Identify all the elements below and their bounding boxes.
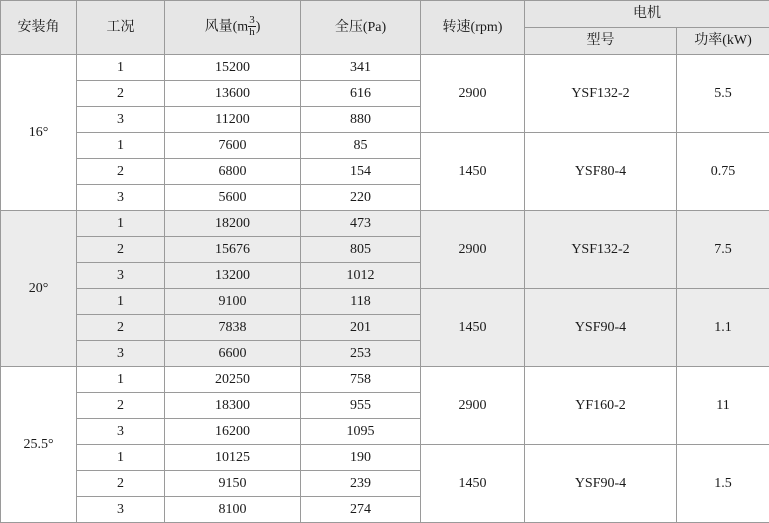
cell-flow: 13200 xyxy=(165,263,301,289)
cell-pressure: 253 xyxy=(301,341,421,367)
cell-pressure: 880 xyxy=(301,107,421,133)
cell-flow: 18300 xyxy=(165,393,301,419)
cell-pressure: 118 xyxy=(301,289,421,315)
cell-condition: 2 xyxy=(77,471,165,497)
cell-motor-power: 0.75 xyxy=(677,133,769,211)
column-header-condition: 工况 xyxy=(77,1,165,55)
flow-unit-numerator: 3 xyxy=(248,15,256,27)
cell-pressure: 190 xyxy=(301,445,421,471)
cell-install-angle: 16° xyxy=(1,55,77,211)
cell-speed: 1450 xyxy=(421,445,525,523)
cell-pressure: 616 xyxy=(301,81,421,107)
column-header-motor-model: 型号 xyxy=(525,28,677,55)
column-header-install-angle: 安装角 xyxy=(1,1,77,55)
cell-flow: 9150 xyxy=(165,471,301,497)
cell-pressure: 239 xyxy=(301,471,421,497)
cell-pressure: 758 xyxy=(301,367,421,393)
cell-condition: 2 xyxy=(77,159,165,185)
cell-condition: 2 xyxy=(77,393,165,419)
cell-motor-model: YSF80-4 xyxy=(525,133,677,211)
cell-condition: 1 xyxy=(77,445,165,471)
table-header xyxy=(1,1,769,55)
cell-condition: 1 xyxy=(77,133,165,159)
cell-condition: 1 xyxy=(77,211,165,237)
cell-pressure: 201 xyxy=(301,315,421,341)
cell-flow: 11200 xyxy=(165,107,301,133)
cell-pressure: 274 xyxy=(301,497,421,523)
cell-motor-model: YSF132-2 xyxy=(525,211,677,289)
column-header-flow xyxy=(165,1,301,55)
cell-pressure: 85 xyxy=(301,133,421,159)
header-row-top xyxy=(1,1,769,28)
cell-motor-power: 1.5 xyxy=(677,445,769,523)
cell-pressure: 1012 xyxy=(301,263,421,289)
column-header-pressure: 全压(Pa) xyxy=(301,1,421,55)
cell-condition: 3 xyxy=(77,497,165,523)
cell-pressure: 955 xyxy=(301,393,421,419)
table-body xyxy=(1,55,769,523)
flow-unit-denominator: h xyxy=(248,27,256,38)
cell-install-angle: 25.5° xyxy=(1,367,77,523)
cell-condition: 2 xyxy=(77,237,165,263)
flow-label-suffix: ) xyxy=(256,20,261,35)
cell-flow: 9100 xyxy=(165,289,301,315)
cell-speed: 2900 xyxy=(421,367,525,445)
cell-motor-power: 5.5 xyxy=(677,55,769,133)
cell-flow: 6800 xyxy=(165,159,301,185)
table-row xyxy=(1,367,769,393)
cell-condition: 3 xyxy=(77,341,165,367)
cell-condition: 3 xyxy=(77,263,165,289)
cell-flow: 16200 xyxy=(165,419,301,445)
cell-motor-model: YSF90-4 xyxy=(525,445,677,523)
table-row xyxy=(1,211,769,237)
flow-unit-fraction xyxy=(248,15,256,38)
cell-flow: 7600 xyxy=(165,133,301,159)
table-row xyxy=(1,55,769,81)
cell-flow: 6600 xyxy=(165,341,301,367)
cell-condition: 3 xyxy=(77,185,165,211)
cell-motor-model: YSF90-4 xyxy=(525,289,677,367)
cell-flow: 20250 xyxy=(165,367,301,393)
cell-condition: 2 xyxy=(77,315,165,341)
cell-flow: 13600 xyxy=(165,81,301,107)
cell-flow: 7838 xyxy=(165,315,301,341)
cell-condition: 3 xyxy=(77,107,165,133)
cell-motor-power: 1.1 xyxy=(677,289,769,367)
cell-condition: 1 xyxy=(77,55,165,81)
cell-condition: 2 xyxy=(77,81,165,107)
column-header-motor: 电机 xyxy=(525,1,769,28)
cell-motor-power: 7.5 xyxy=(677,211,769,289)
column-header-speed: 转速(rpm) xyxy=(421,1,525,55)
cell-flow: 8100 xyxy=(165,497,301,523)
column-header-motor-power: 功率(kW) xyxy=(677,28,769,55)
cell-motor-power: 11 xyxy=(677,367,769,445)
cell-flow: 18200 xyxy=(165,211,301,237)
cell-pressure: 220 xyxy=(301,185,421,211)
cell-pressure: 154 xyxy=(301,159,421,185)
cell-speed: 2900 xyxy=(421,211,525,289)
cell-motor-model: YSF132-2 xyxy=(525,55,677,133)
cell-speed: 2900 xyxy=(421,55,525,133)
cell-flow: 5600 xyxy=(165,185,301,211)
cell-flow: 15200 xyxy=(165,55,301,81)
cell-speed: 1450 xyxy=(421,133,525,211)
cell-condition: 1 xyxy=(77,289,165,315)
cell-flow: 10125 xyxy=(165,445,301,471)
cell-install-angle: 20° xyxy=(1,211,77,367)
cell-speed: 1450 xyxy=(421,289,525,367)
table-row xyxy=(1,133,769,159)
cell-flow: 15676 xyxy=(165,237,301,263)
table-row xyxy=(1,289,769,315)
cell-pressure: 1095 xyxy=(301,419,421,445)
cell-pressure: 473 xyxy=(301,211,421,237)
cell-motor-model: YF160-2 xyxy=(525,367,677,445)
table-row xyxy=(1,445,769,471)
cell-pressure: 805 xyxy=(301,237,421,263)
flow-label-prefix: 风量(m xyxy=(205,20,249,35)
cell-condition: 3 xyxy=(77,419,165,445)
cell-pressure: 341 xyxy=(301,55,421,81)
cell-condition: 1 xyxy=(77,367,165,393)
